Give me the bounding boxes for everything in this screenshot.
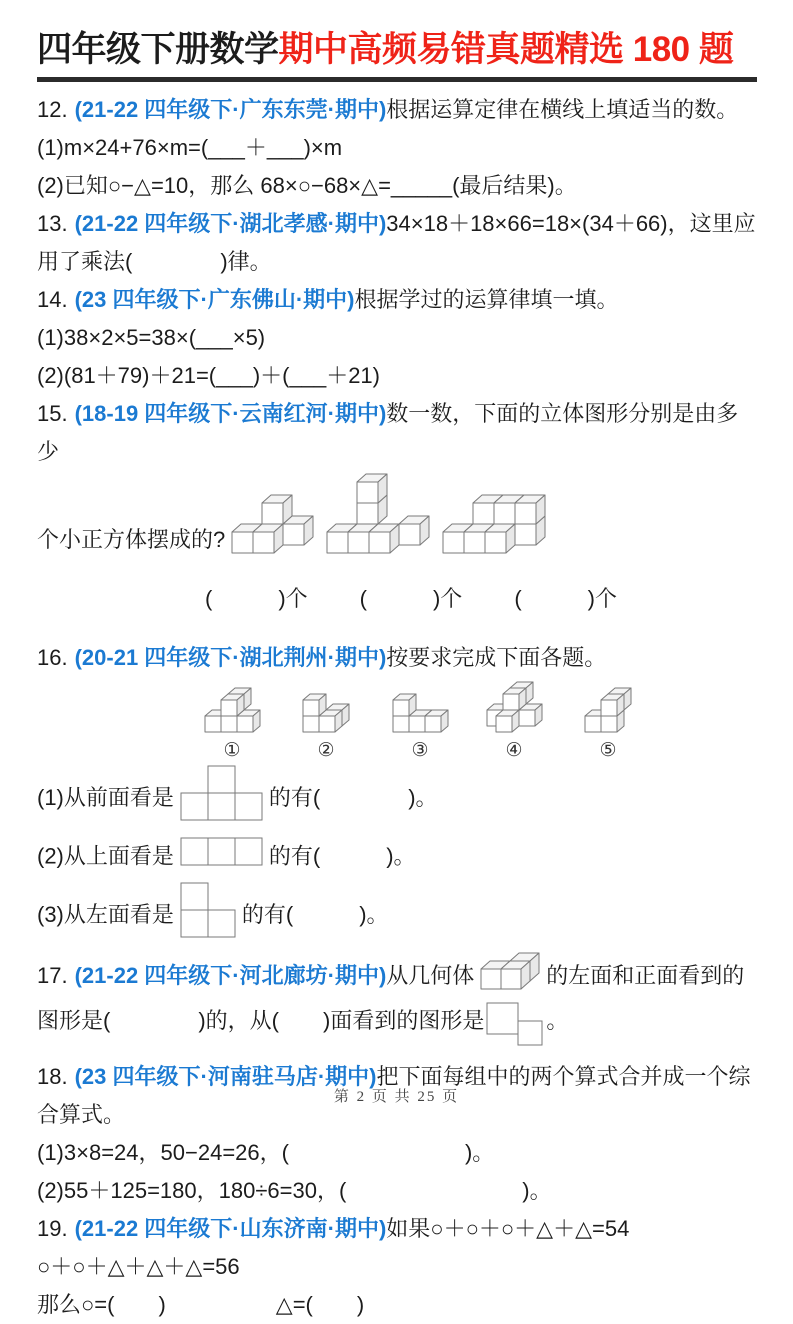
question-16-source: (20-21 四年级下·湖北荆州·期中) bbox=[74, 645, 387, 671]
q16-part2-post: 的有( )。 bbox=[268, 843, 416, 869]
cube-figure-17 bbox=[480, 952, 540, 1002]
question-16-figure-row bbox=[37, 681, 757, 763]
cube-figure-16-2-cell bbox=[279, 693, 373, 763]
question-16-part3 bbox=[37, 880, 757, 952]
figure-label-3: ③ bbox=[411, 740, 429, 762]
step-shape-figure bbox=[486, 1002, 544, 1058]
question-16-part2 bbox=[37, 835, 757, 880]
page-title bbox=[37, 26, 757, 73]
q17-text-1: 从几何体 bbox=[386, 963, 475, 989]
question-19-line1 bbox=[37, 1210, 757, 1248]
cube-figure-16-3-cell bbox=[373, 693, 467, 763]
figure-label-2: ② bbox=[317, 740, 335, 762]
page-title-black: 四年级下册数学 bbox=[37, 30, 279, 69]
q17-text-4: 。 bbox=[546, 1008, 569, 1034]
question-12-part1: (1)m×24+76×m=(___＋___)×m bbox=[37, 135, 343, 161]
q16-part1-pre: (1)从前面看是 bbox=[37, 785, 174, 811]
question-13-stem bbox=[37, 205, 757, 281]
question-12-stem bbox=[37, 91, 757, 129]
question-14-stem bbox=[37, 281, 757, 319]
cube-figure-16-4 bbox=[486, 681, 543, 738]
q17-text-3: 形是( )的，从( )面看到的图形是 bbox=[59, 1008, 485, 1034]
question-12-part2: (2)已知○−△=10，那么 68×○−68×△=_____(最后结果)。 bbox=[37, 173, 577, 199]
q16-part1-post: 的有( )。 bbox=[268, 785, 438, 811]
question-15-answer-blanks bbox=[37, 581, 757, 617]
question-13-number: 13. bbox=[37, 211, 68, 237]
left-view-grid bbox=[180, 882, 236, 950]
cube-figure-16-3 bbox=[392, 693, 449, 738]
question-17 bbox=[37, 952, 757, 1058]
question-18-number: 18. bbox=[37, 1064, 68, 1090]
question-18-part2: (2)55＋125=180，180÷6=30，( )。 bbox=[37, 1178, 552, 1204]
question-18-part1: (1)3×8=24，50−24=26，( )。 bbox=[37, 1140, 495, 1166]
question-15-text-line2: 个小正方体摆成的? bbox=[37, 527, 226, 553]
question-17-source: (21-22 四年级下·河北廊坊·期中) bbox=[74, 963, 387, 989]
question-12-number: 12. bbox=[37, 97, 68, 123]
page-footer: 第 2 页 共 25 页 bbox=[333, 1089, 460, 1105]
page-title-red: 期中高频易错真题精选 180 题 bbox=[278, 30, 734, 69]
title-divider bbox=[37, 77, 757, 82]
cube-figure-16-5 bbox=[584, 687, 632, 738]
q17-text-2: 的左面和正面看到的图 bbox=[37, 963, 745, 1034]
cube-figure-16-1-cell bbox=[185, 687, 279, 763]
question-15-source: (18-19 四年级下·云南红河·期中) bbox=[74, 401, 387, 427]
figure-label-4: ④ bbox=[505, 740, 523, 762]
question-13-text: 34×18＋18×66=18×(34＋66)，这里应用了乘法( )律。 bbox=[37, 211, 756, 275]
question-14-part1: (1)38×2×5=38×(___×5) bbox=[37, 325, 266, 351]
q19-equation-1: 如果○＋○＋○＋△＋△=54 bbox=[386, 1216, 630, 1242]
cube-figure-15-1 bbox=[231, 494, 314, 559]
figure-label-1: ① bbox=[223, 740, 241, 762]
cube-figure-16-2 bbox=[302, 693, 350, 738]
count-blank-1: ( )个 bbox=[205, 586, 308, 612]
question-17-number: 17. bbox=[37, 963, 68, 989]
question-16-stem bbox=[37, 639, 757, 677]
cube-figure-15-3 bbox=[442, 494, 546, 559]
cube-figure-16-1 bbox=[204, 687, 261, 738]
question-19-line3: 那么○=( ) △=( ) bbox=[37, 1292, 365, 1318]
question-15-stem bbox=[37, 395, 757, 471]
question-18-text: 把下面每组中的两个算式合并成一个综合算式。 bbox=[37, 1064, 751, 1128]
front-view-grid bbox=[180, 765, 263, 833]
question-12-text: 根据运算定律在横线上填适当的数。 bbox=[386, 97, 739, 123]
cube-figure-16-5-cell bbox=[561, 687, 655, 763]
questions-area bbox=[37, 91, 757, 1324]
count-blank-2: ( )个 bbox=[359, 586, 463, 612]
top-view-grid bbox=[180, 837, 263, 878]
question-19-number: 19. bbox=[37, 1216, 68, 1242]
question-12-source: (21-22 四年级下·广东东莞·期中) bbox=[74, 97, 387, 123]
question-15-number: 15. bbox=[37, 401, 68, 427]
question-16-number: 16. bbox=[37, 645, 68, 671]
question-13-source: (21-22 四年级下·湖北孝感·期中) bbox=[74, 211, 387, 237]
question-16-text: 按要求完成下面各题。 bbox=[386, 645, 607, 671]
question-18-source: (23 四年级下·河南驻马店·期中) bbox=[74, 1064, 377, 1090]
question-19-line2: ○＋○＋△＋△＋△=56 bbox=[37, 1254, 240, 1280]
count-blank-3: ( )个 bbox=[514, 586, 617, 612]
question-14-source: (23 四年级下·广东佛山·期中) bbox=[74, 287, 355, 313]
question-14-text: 根据学过的运算律填一填。 bbox=[354, 287, 619, 313]
question-15-text-line1: 数一数，下面的立体图形分别是由多少 bbox=[37, 401, 739, 465]
figure-label-5: ⑤ bbox=[599, 740, 617, 762]
question-16-part1 bbox=[37, 763, 757, 835]
question-19-source: (21-22 四年级下·山东济南·期中) bbox=[74, 1216, 387, 1242]
cube-figure-15-2 bbox=[326, 473, 430, 559]
q16-part3-pre: (3)从左面看是 bbox=[37, 902, 174, 928]
question-14-part2: (2)(81＋79)＋21=(___)＋(___＋21) bbox=[37, 363, 380, 389]
question-14-number: 14. bbox=[37, 287, 68, 313]
question-15-figure-row bbox=[37, 473, 757, 559]
q16-part3-post: 的有( )。 bbox=[241, 902, 389, 928]
q16-part2-pre: (2)从上面看是 bbox=[37, 843, 174, 869]
cube-figure-16-4-cell bbox=[467, 681, 561, 763]
